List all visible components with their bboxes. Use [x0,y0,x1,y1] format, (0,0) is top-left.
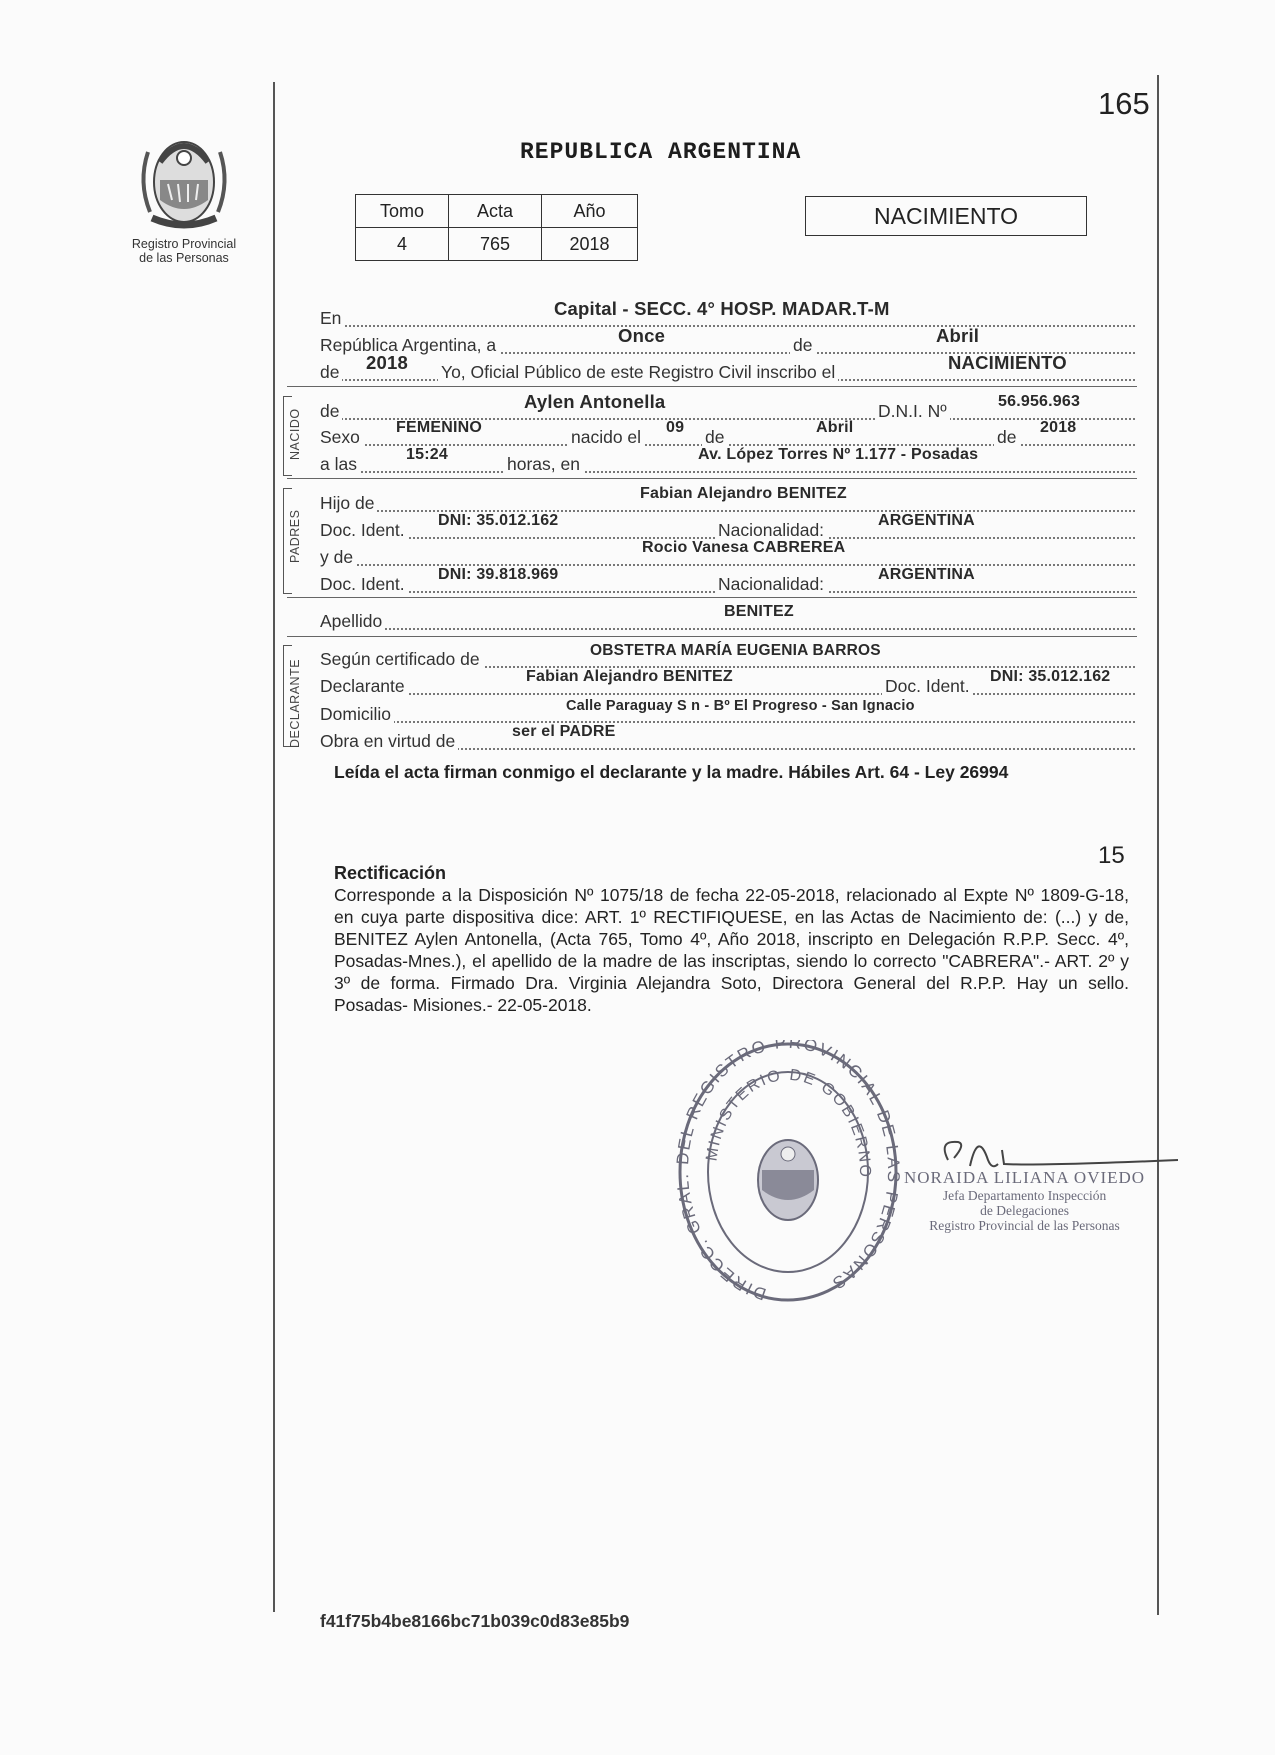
value-tomo: 4 [356,228,449,261]
record-type-box: NACIMIENTO [805,196,1087,236]
nationality-label: Nacionalidad: [715,574,827,595]
de-label: de [994,427,1019,448]
province-seal-logo [128,122,240,239]
right-margin-line [1157,75,1159,1615]
surname-value: BENITEZ [724,603,794,620]
year-value: 2018 [366,352,408,373]
value-acta: 765 [449,228,542,261]
mother-value: Rocio Vanesa CABREREA [642,539,846,556]
sexo-value: FEMENINO [396,419,483,436]
hijo-label: Hijo de [320,493,377,514]
separator [287,386,1137,387]
dotted-line [320,471,1135,473]
annotation-number: 15 [1098,842,1125,869]
name-value: Aylen Antonella [524,391,666,412]
father-value: Fabian Alejandro BENITEZ [640,485,847,502]
de-name-label: de [320,401,342,422]
birth-year-value: 2018 [1040,419,1077,436]
hour-value: 15:24 [406,446,448,463]
caption-line-1: Registro Provincial [131,237,237,251]
registry-caption [120,237,248,265]
birth-day-value: 09 [666,419,685,436]
declarante-side-label: DECLARANTE [288,658,302,748]
birth-month-value: Abril [816,419,854,436]
separator [287,478,1137,479]
row-nombre [320,391,1135,421]
cert-label: Según certificado de [320,649,483,670]
signatory-line-3: Registro Provincial de las Personas [929,1218,1120,1233]
document-title: REPUBLICA ARGENTINA [520,139,802,165]
sexo-label: Sexo [320,427,363,448]
row-doc-padre [320,512,1135,540]
doc-label: Doc. Ident. [320,574,408,595]
row-obra [320,723,1135,751]
en-label: En [320,308,344,329]
apellido-label: Apellido [320,611,385,632]
mother-nationality-value: ARGENTINA [878,566,975,583]
inscribo-value: NACIMIENTO [948,352,1067,373]
record-table [355,194,638,261]
row-year [320,352,1135,382]
rectificacion-title: Rectificación [334,863,447,883]
official-stamp [676,1040,900,1309]
declarante-label: Declarante [320,676,408,697]
father-doc-value: DNI: 35.012.162 [438,512,559,529]
stamp-outer-text: DIRECC. GRA EL REGISTRO PROVINCIAL DE PERSONAS [676,1040,900,1304]
separator [287,636,1137,637]
alas-label: a las [320,454,360,475]
dni-label: D.N.I. Nº [875,401,950,422]
day-value: Once [618,325,666,346]
table-row [356,228,638,261]
dotted-line [320,693,1135,695]
row-certificado [320,642,1135,669]
reason-value: ser el PADRE [512,723,616,740]
de-label: de [790,335,815,356]
nationality-label: Nacionalidad: [715,520,827,541]
header-tomo: Tomo [356,195,449,228]
row-doc-madre [320,566,1135,594]
row-hijo [320,485,1135,513]
horas-label: horas, en [504,454,583,475]
padres-side-label: PADRES [288,509,302,563]
rectificacion-body: Corresponde a la Disposición Nº 1075/18 de fecha 22-05-2018, relacionado al Expte Nº 1809-G-18, en cuya parte dispositiva dice: ART. 1º RECTIFIQUESE, en las Actas de Nacimiento de: (...) y de, BENITEZ Aylen Antonella, (Acta 765, Tomo 4º, Año 2018, inscripto en Delegación R.P.P. Secc. 4º, Posadas-Mnes.), el apellido de la madre de las inscriptas, siendo lo correcto "CABRERA".- ART. 2º y 3º de forma. Firmado Dra. Virginia Alejandra Soto, Directora General del R.P.P. Hay un sello. Posadas- Misiones.- 22-05-2018. [334,885,1129,1015]
caption-line-2: de las Personas [139,251,229,265]
dni-value: 56.956.963 [998,393,1081,410]
row-apellido [320,603,1135,631]
declarant-doc-value: DNI: 35.012.162 [990,668,1111,685]
row-declarante [320,668,1135,696]
place-value: Capital - SECC. 4° HOSP. MADAR.T-M [554,298,890,319]
de-year-label: de [320,362,342,383]
doc-label: Doc. Ident. [320,520,408,541]
value-ano: 2018 [542,228,638,261]
header-acta: Acta [449,195,542,228]
signature-block [904,1168,1145,1233]
father-nationality-value: ARGENTINA [878,512,975,529]
signatory-name: NORAIDA LILIANA OVIEDO [904,1168,1146,1187]
header-ano: Año [542,195,638,228]
separator [287,597,1137,598]
dotted-line [320,721,1135,723]
certifier-value: OBSTETRA MARÍA EUGENIA BARROS [590,642,881,659]
signatory-line-1: Jefa Departamento Inspección [942,1188,1107,1203]
signatory-line-2: de Delegaciones [980,1203,1069,1218]
table-row [356,195,638,228]
address-value: Calle Paraguay S n - Bº El Progreso - San Ignacio [566,698,915,714]
nacido-side-label: NACIDO [288,408,302,460]
closing-statement: Leída el acta firman conmigo el declarante y la madre. Hábiles Art. 64 - Ley 26994 [334,762,1009,782]
row-ymadre [320,539,1135,567]
birthplace-value: Av. López Torres Nº 1.177 - Posadas [698,446,979,463]
dotted-line [320,628,1135,630]
page-number: 165 [1098,86,1150,121]
obra-label: Obra en virtud de [320,731,458,752]
oficial-text: Yo, Oficial Público de este Registro Civil inscribo el [438,362,838,383]
row-domicilio [320,700,1135,724]
mother-doc-value: DNI: 39.818.969 [438,566,559,583]
doc-label: Doc. Ident. [882,676,973,697]
de-label: de [702,427,727,448]
dotted-line [320,325,1135,327]
nacido-label: nacido el [568,427,644,448]
declarant-value: Fabian Alejandro BENITEZ [526,668,733,685]
row-hora [320,446,1135,474]
month-value: Abril [936,325,980,346]
document-hash: f41f75b4be8166bc71b039c0d83e85b9 [320,1611,630,1631]
row-sexo [320,419,1135,447]
yde-label: y de [320,547,356,568]
republica-label: República Argentina, a [320,335,499,356]
stamp-inner-text: MINISTERIO DE GOBIERNO [703,1066,874,1180]
row-en [320,298,1135,328]
left-margin-line [273,82,275,1612]
domicilio-label: Domicilio [320,704,394,725]
